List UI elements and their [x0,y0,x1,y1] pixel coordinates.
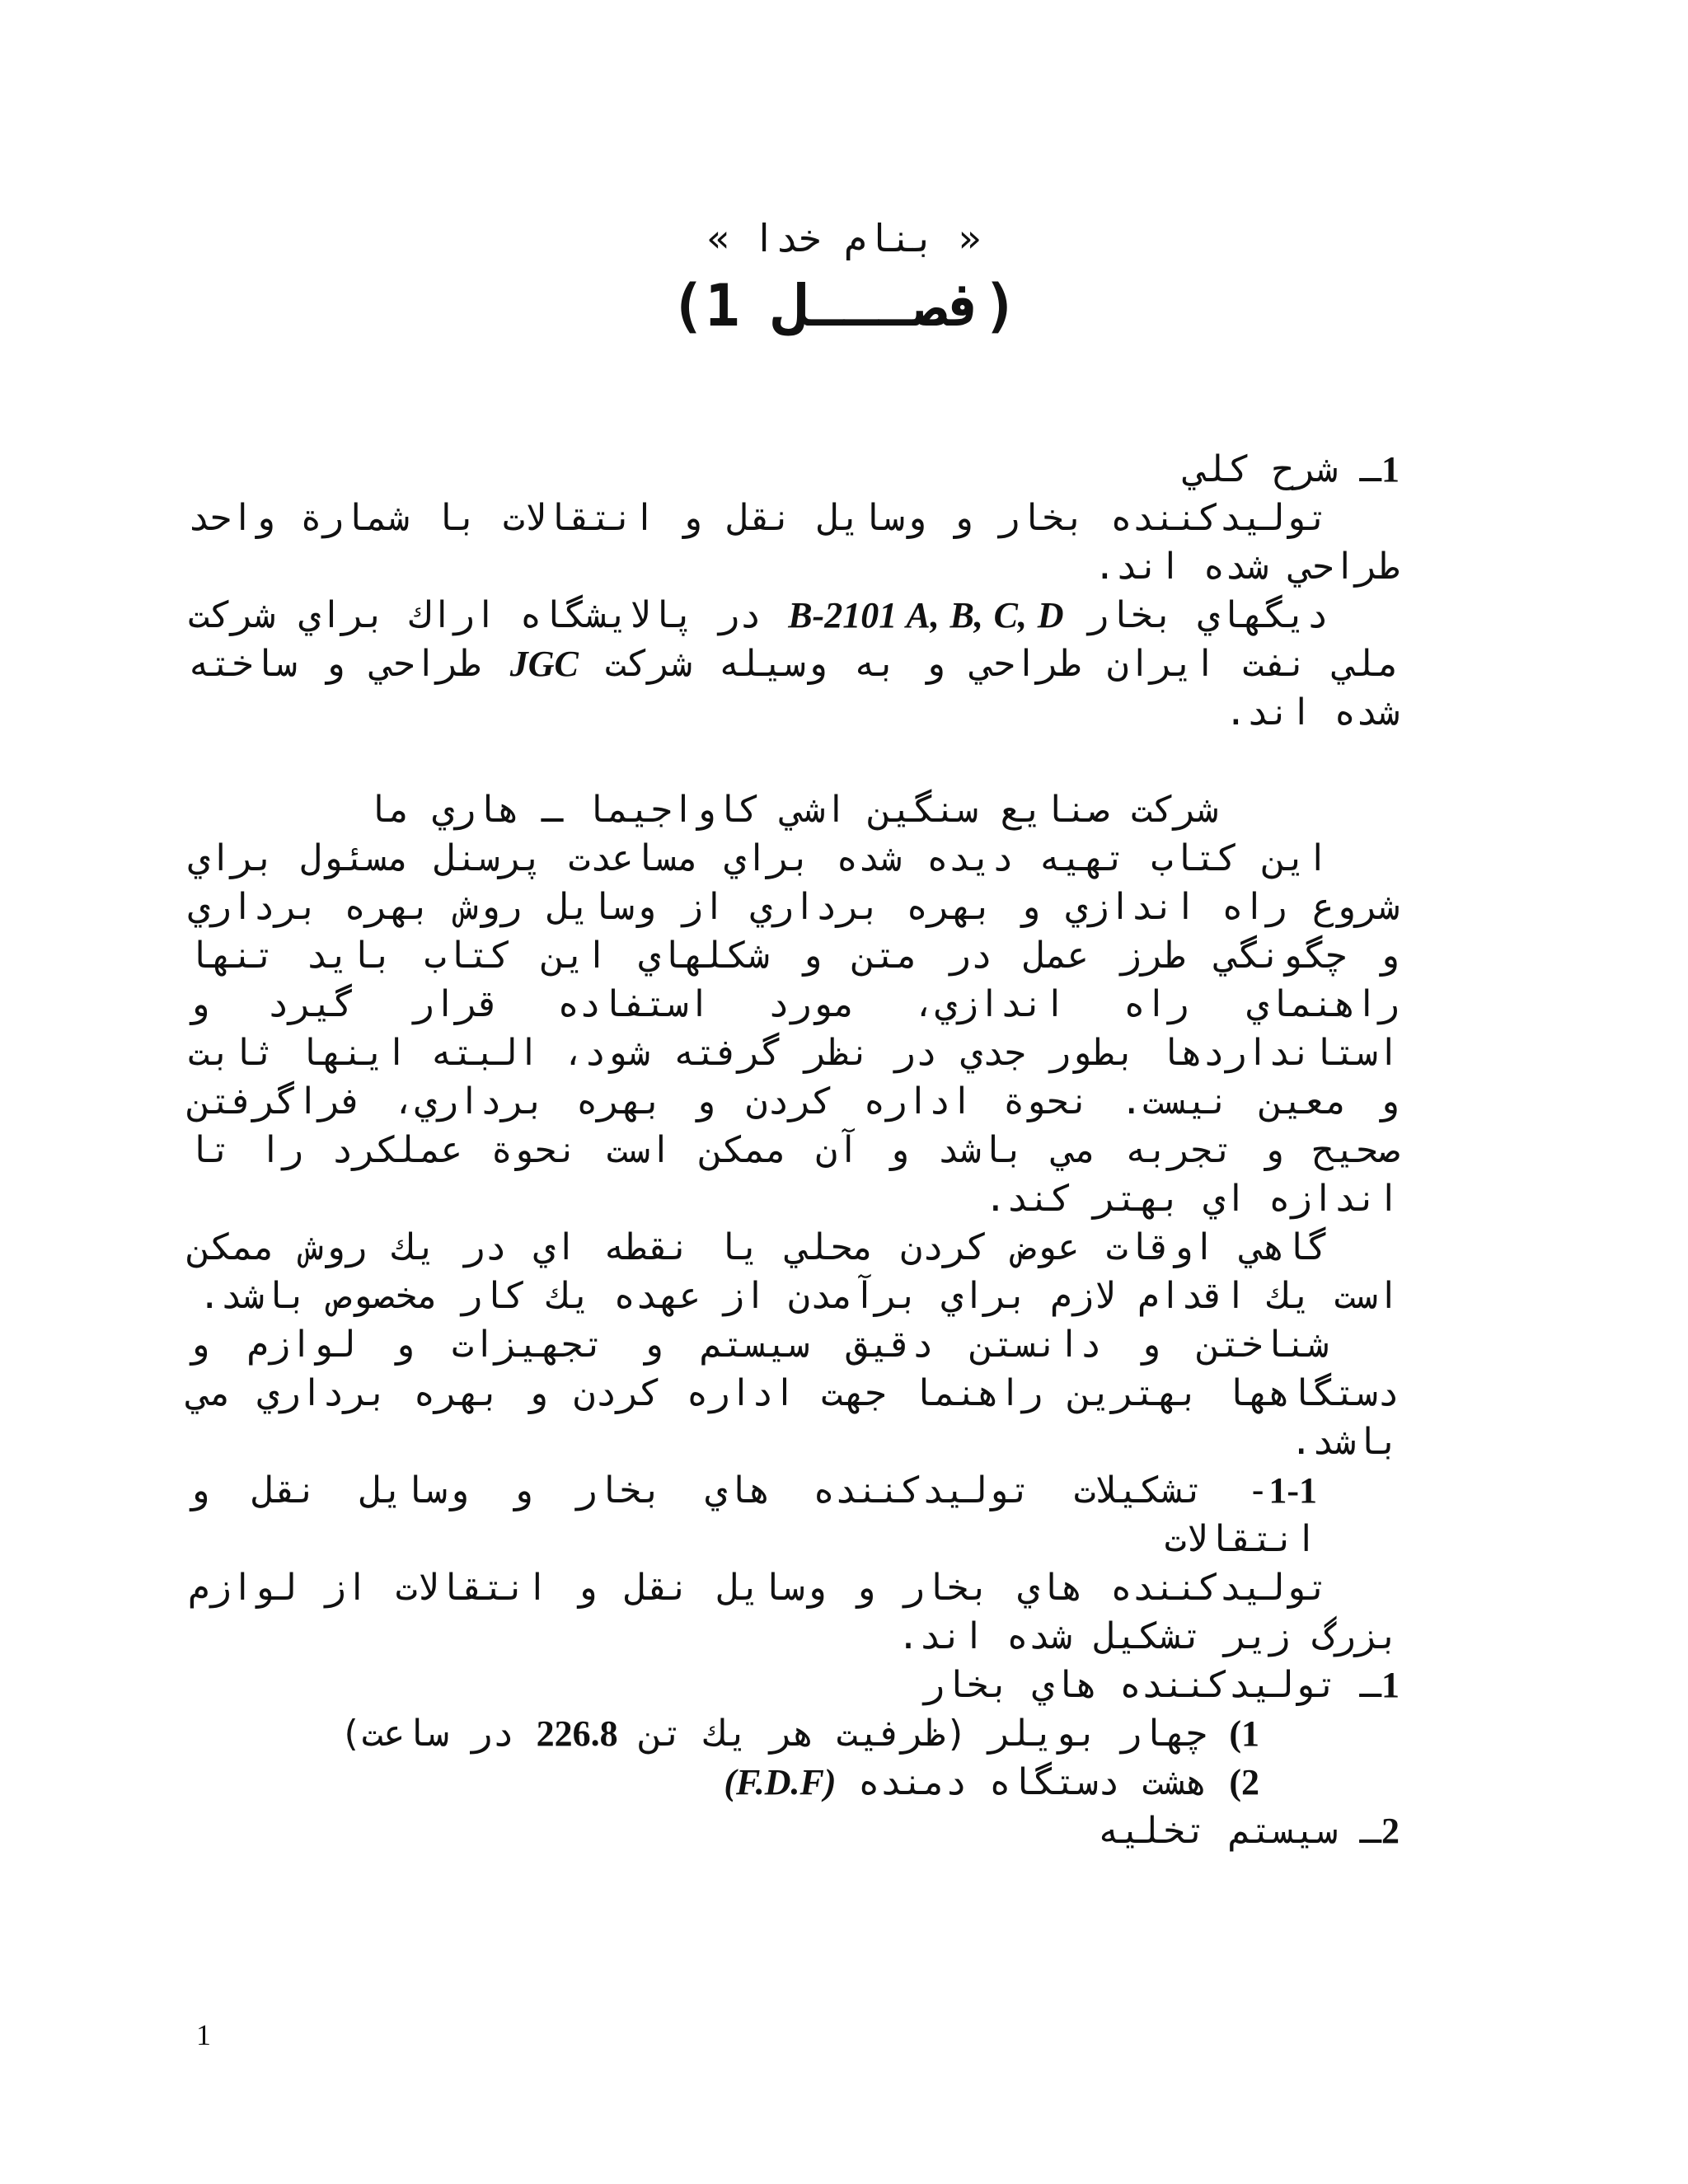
basmala-heading: « بنام خدا » [706,216,982,260]
chapter-title: (فصـــل 1) [670,272,1018,340]
list-item-1-heading [188,1661,1400,1709]
list-subitem-2-text: هشت دستگاه دمنده [858,1761,1207,1803]
section-1-p2-text-b: در پالايشگاه اراك براي شركت ملي نفت ايران طراحي و به وسيله شركت [188,594,1400,685]
boiler-code: B-2101 A, B, C, D [788,595,1064,635]
page-number: 1 [196,2018,211,2051]
list-subitem-1-number: 1) [1229,1713,1259,1754]
contractor-code: JGC [509,644,579,684]
list-subitem-1-text-b: در ساعت) [340,1713,515,1755]
section-1-p2-text-a: ديگهاي بخار [1086,594,1329,636]
fdf-code: (F.D.F) [724,1762,837,1802]
list-subitem-1-text-a: چهار بويلر (ظرفيت هر يك تن [640,1713,1207,1755]
section-1-1-title: - تشكيلات توليدكننده هاي بخار و وسايل نقل و انتقالات [188,1469,1317,1560]
section-1-paragraph-1: توليدكننده بخار و وسايل نقل و انتقالات با شمارة واحد طراحي شده اند. [188,497,1400,588]
section-1-1-heading [188,1466,1400,1563]
spacer [188,737,1400,785]
list-subitem-2-number: 2) [1229,1762,1259,1802]
section-1-1-paragraph: توليدكننده هاي بخار و وسايل نقل و انتقالات از لوازم بزرگ زير تشكيل شده اند. [188,1567,1400,1657]
intro-paragraph-3: شناختن و دانستن دقيق سيستم و تجهيزات و لوازم و دستگاهها بهترين راهنما جهت اداره كردن و بهره برداري مي باشد. [188,1324,1400,1463]
list-item-1-number: 1 [1381,1665,1400,1705]
section-1-heading [188,445,1400,494]
list-item-2-heading [188,1807,1400,1855]
list-subitem-1 [188,1709,1400,1758]
intro-paragraph-1: اين كتاب تهيه ديده شده براي مساعدت پرسنل مسئول براي شروع راه اندازي و بهره برداري از وسايل روش بهره برداري و چگونگي طرز عمل در متن و شكلهاي اين كتاب بايد تنها راهنماي راه اندازي، مورد استفاده قرار گيرد و استانداردها بطور جدي در نظر گرفته شود، البته اينها ثابت و معين نيست. نحوة اداره كردن و بهره برداري، فراگرفتن صحيح و تجربه مي باشد و آن ممكن است نحوة عملكرد را تا اندازه اي بهتر كند. [188,837,1400,1220]
section-1-number: 1 [1381,449,1400,490]
section-1-1-number: 1-1 [1268,1470,1317,1511]
list-item-2-title: ـ سيستم تخليه [1097,1810,1381,1852]
boiler-capacity-value: 226.8 [536,1713,618,1754]
company-name: شركت صنايع سنگين اشي كاواجيما ـ هاري ما [366,789,1218,831]
intro-paragraph-2: گاهي اوقات عوض كردن محلي يا نقطه اي در يك روش ممكن است يك اقدام لازم براي برآمدن از عهده يك كار مخصوص باشد. [188,1226,1400,1317]
list-item-1-title: ـ توليدكننده هاي بخار [922,1664,1381,1706]
list-subitem-2 [188,1758,1400,1807]
section-1-title: ـ شرح كلي [1184,448,1381,490]
list-item-2-number: 2 [1381,1811,1400,1851]
document-body [188,445,1400,1855]
section-1-p2-text-c: طراحي و ساخته شده اند. [188,643,1400,733]
section-1-paragraph-2 [188,591,1400,737]
